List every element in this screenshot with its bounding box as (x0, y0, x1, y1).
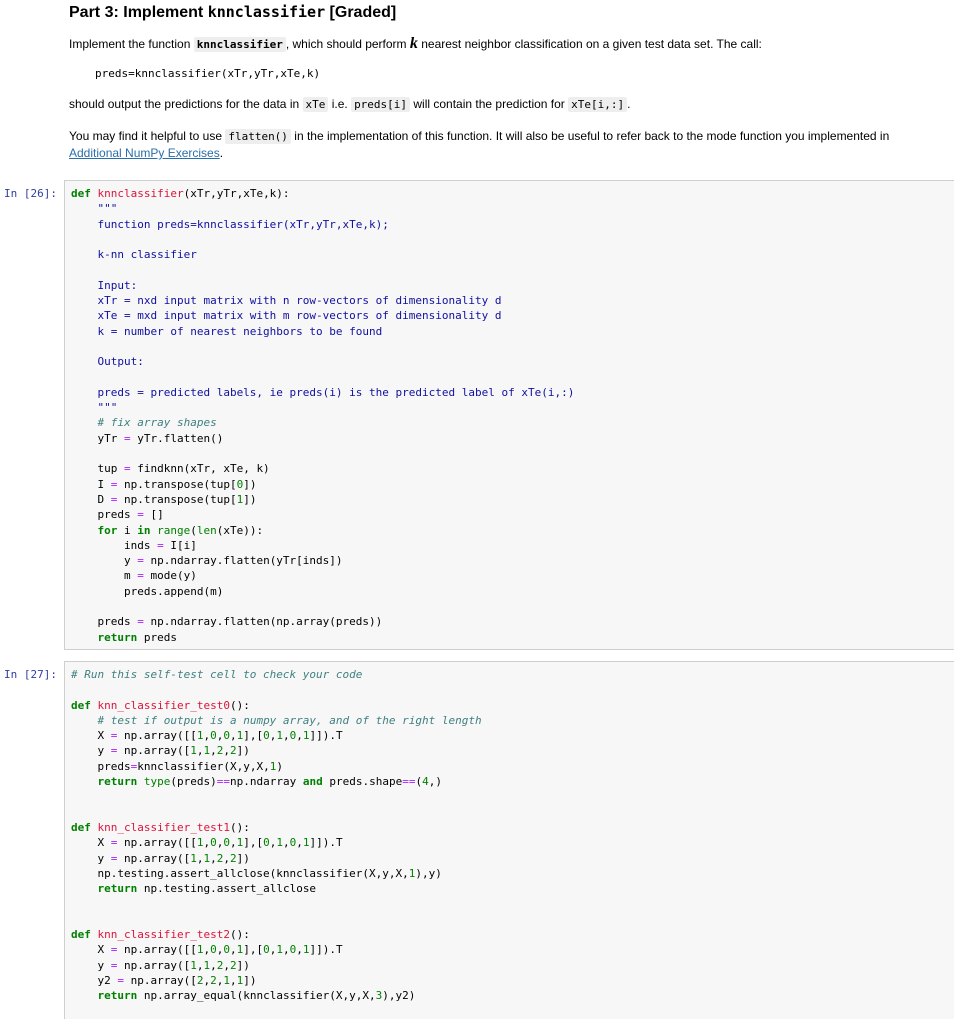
code-cell-self-test[interactable] (64, 661, 954, 1019)
inline-code: flatten() (225, 129, 291, 144)
inline-code: xTe (303, 97, 329, 112)
code-cell-knnclassifier[interactable] (64, 180, 954, 650)
text: . (627, 97, 631, 111)
text: should output the predictions for the data in (69, 97, 303, 111)
code-editor[interactable]: def knnclassifier(xTr,yTr,xTe,k): """ function preds=knnclassifier(xTr,yTr,xTe,k); k-nn classifier Input: xTr = nxd input matrix with n row-vectors of dimensionality d xTe = mxd input matrix with m row-vectors of dimensionality d k = number of nearest neighbors to be found Output: preds = predicted labels, ie preds(i) is the predicted label of xTe(i,:) """ # fix array shapes yTr = yTr.flatten() tup = findknn(xTr, xTe, k) I = np.transpose(tup[0]) D = np.transpose(tup[1]) preds = [] for i in range(len(xTe)): inds = I[i] y = np.ndarray.flatten(yTr[inds]) m = mode(y) preds.append(m) preds = np.ndarray.flatten(np.array(preds)) return preds (71, 187, 575, 644)
text: i.e. (328, 97, 352, 111)
math-k: k (409, 35, 418, 52)
text: will contain the prediction for (410, 97, 569, 111)
additional-numpy-link[interactable]: Additional NumPy Exercises (69, 146, 220, 160)
heading-text: Part 3: Implement (69, 4, 208, 21)
text: . (219, 146, 224, 160)
heading-suffix: [Graded] (325, 4, 397, 21)
paragraph-hint (69, 128, 889, 161)
cell-prompt: In [27]: (4, 668, 57, 681)
text: Implement the function (69, 37, 194, 51)
text: You may find it helpful to use (69, 129, 226, 143)
section-heading (69, 4, 396, 21)
heading-code: knnclassifier (207, 3, 326, 21)
cell-prompt: In [26]: (4, 187, 57, 200)
inline-code: xTe[i,:] (568, 97, 627, 112)
paragraph-intro (69, 36, 762, 53)
code-editor[interactable]: # Run this self-test cell to check your code def knn_classifier_test0(): # test if output is a numpy array, and of the right length X = np.array([[1,0,0,1],[0,1,0,1]]).T y = np.array([1,1,2,2]) preds=knnclassifier(X,y,X,1) return type(preds)==np.ndarray and preds.shape==(4,) def knn_classifier_test1(): X = np.array([[1,0,0,1],[0,1,0,1]]).T y = np.array([1,1,2,2]) np.testing.assert_allclose(knnclassifier(X,y,X,1),y) return np.testing.assert_allclose def knn_classifier_test2(): X = np.array([[1,0,0,1],[0,1,0,1]]).T y = np.array([1,1,2,2]) y2 = np.array([2,2,1,1]) return np.array_equal(knnclassifier(X,y,X,3),y2) (71, 668, 482, 1003)
text: nearest neighbor classification on a given test data set. The call: (417, 37, 762, 51)
call-code-block: preds=knnclassifier(xTr,yTr,xTe,k) (95, 67, 321, 80)
inline-code: preds[i] (351, 97, 410, 112)
text: , which should perform (285, 37, 410, 51)
text: in the implementation of this function. It will also be useful to refer back to the mode function you implemented in (290, 129, 890, 143)
inline-code: knnclassifier (194, 37, 286, 52)
paragraph-output (69, 96, 630, 113)
